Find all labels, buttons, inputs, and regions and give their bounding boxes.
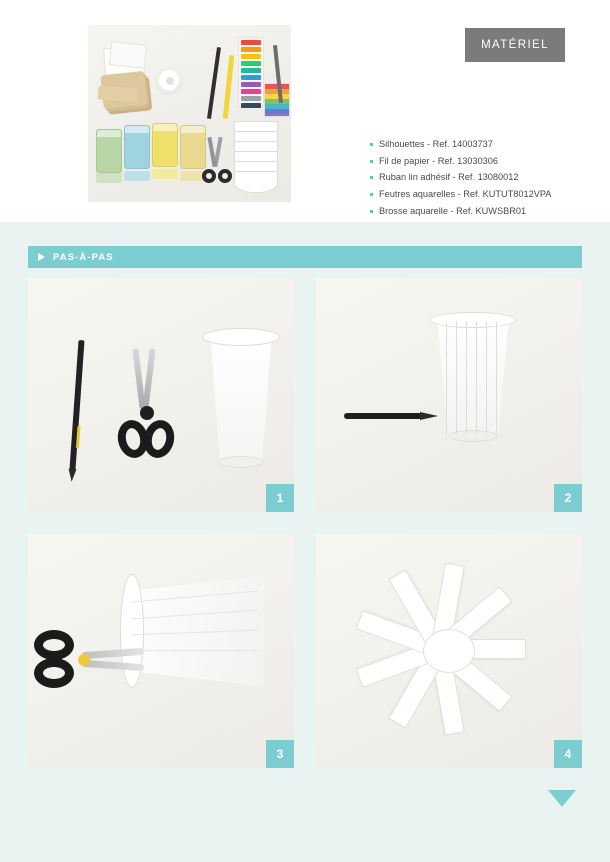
washi-strip-icon — [152, 169, 178, 179]
scissors-icon — [34, 628, 154, 694]
materiel-badge-label: MATÉRIEL — [481, 39, 549, 51]
list-item: Feutres aquarelles - Ref. KUTUT8012VPA — [370, 190, 580, 199]
washi-strip-icon — [124, 171, 150, 181]
step-number-badge: 2 — [554, 484, 582, 512]
scissors-icon — [120, 348, 180, 476]
paper-sheet-icon — [109, 41, 147, 69]
watercolour-markers-icon — [238, 37, 264, 107]
wooden-silhouettes-icon — [98, 86, 139, 103]
steps-header-label: PAS-À-PAS — [53, 251, 114, 263]
list-item: Silhouettes - Ref. 14003737 — [370, 140, 580, 149]
materiel-badge — [465, 28, 565, 62]
step-number-badge: 3 — [266, 740, 294, 768]
paper-cup-rim — [202, 328, 280, 346]
step-photo-4 — [316, 534, 582, 768]
washi-strip-icon — [96, 173, 122, 183]
step-number-badge: 4 — [554, 740, 582, 768]
washi-tape-icon — [124, 125, 150, 169]
cup-base-center — [423, 629, 475, 673]
washi-tape-icon — [96, 129, 122, 173]
chevron-down-arrow-icon — [548, 790, 576, 807]
drawn-guide-lines — [442, 322, 506, 434]
step-number-badge: 1 — [266, 484, 294, 512]
play-triangle-icon — [38, 253, 45, 261]
list-item: Fil de papier - Ref. 13030306 — [370, 157, 580, 166]
washi-tape-icon — [152, 123, 178, 167]
materials-photo — [88, 25, 291, 202]
list-item: Ruban lin adhésif - Ref. 13080012 — [370, 173, 580, 182]
pen-icon — [344, 412, 444, 420]
materials-section — [0, 0, 610, 222]
material-list — [330, 140, 580, 224]
step-photo-2 — [316, 278, 582, 512]
step-photo-3 — [28, 534, 294, 768]
step-photo-1 — [28, 278, 294, 512]
steps-section — [0, 222, 610, 862]
paper-cup-base — [218, 456, 264, 468]
paper-thread-spool-icon — [156, 67, 182, 93]
steps-header — [28, 246, 582, 268]
steps-grid — [28, 278, 582, 768]
paper-cups-icon — [234, 121, 278, 195]
list-item: Brosse aquarelle - Ref. KUWSBR01 — [370, 207, 580, 216]
